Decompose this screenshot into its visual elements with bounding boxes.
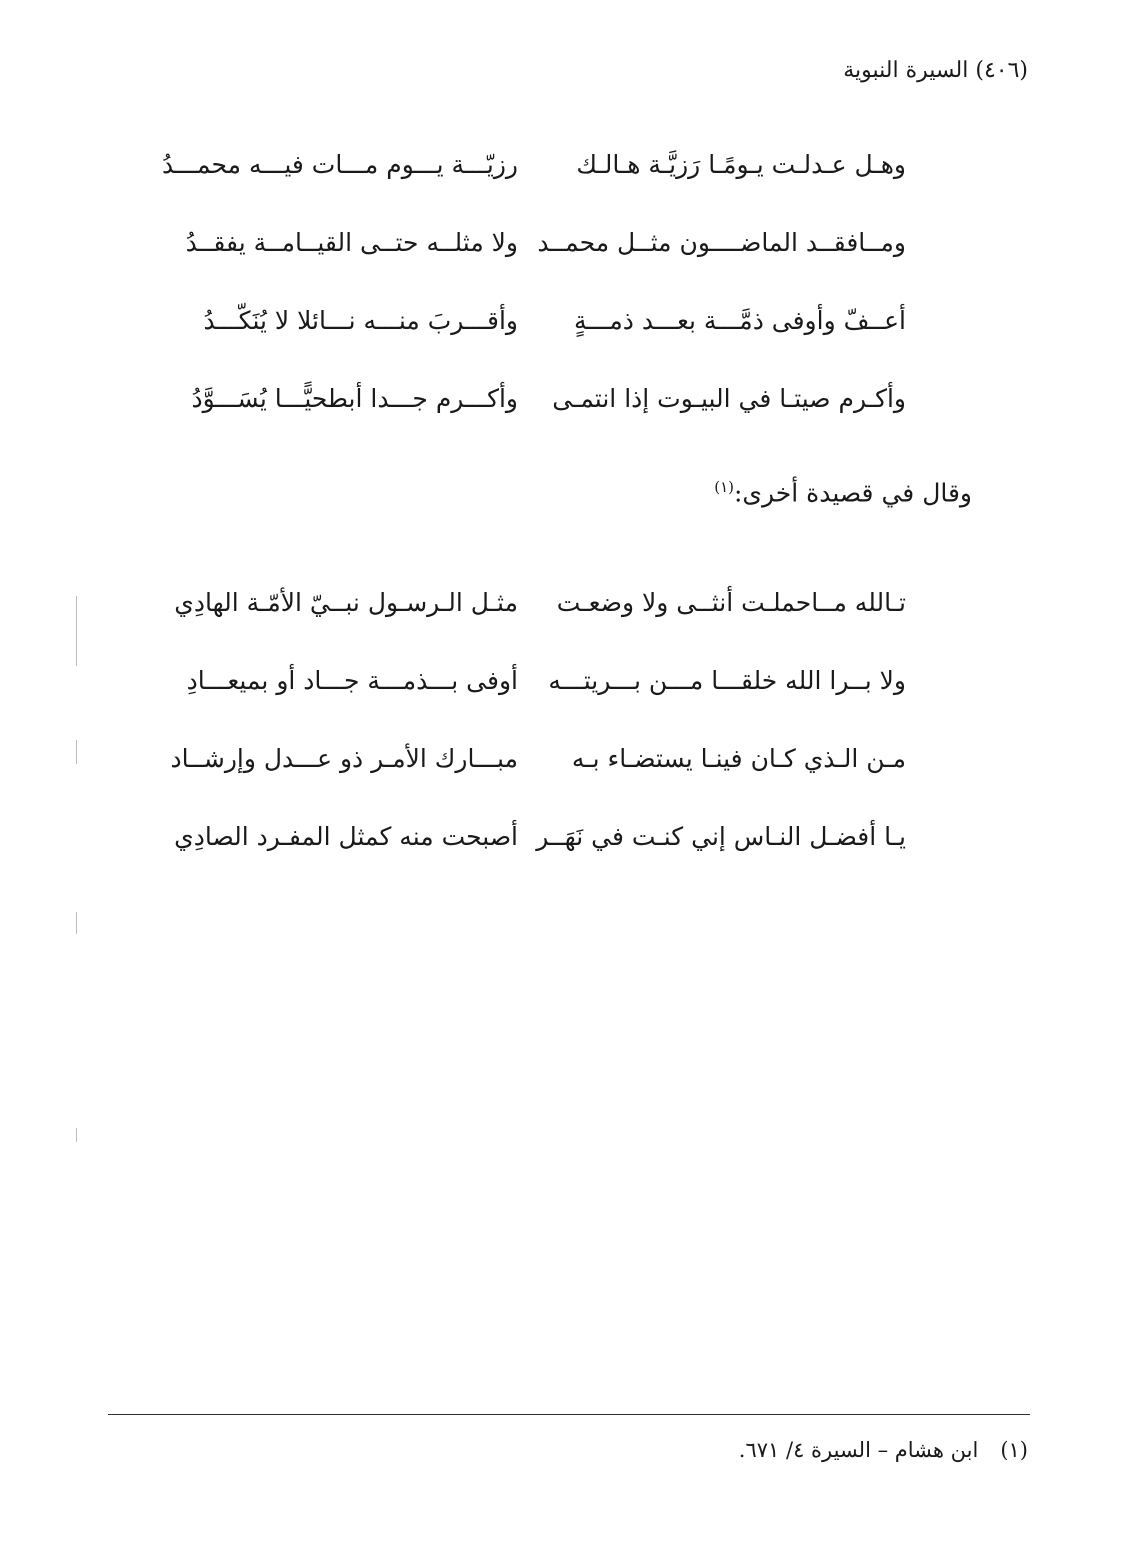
- running-header: (٤٠٦) السيرة النبوية: [843, 58, 1028, 83]
- verse-first-hemistich: يـا أفضـل النـاس إني كنـت في نَهَــر: [536, 822, 906, 851]
- scan-artifact: [76, 912, 77, 934]
- poem-intro: [714, 478, 972, 507]
- scan-artifact: [76, 740, 77, 764]
- verse-row: [0, 228, 1124, 272]
- verse-row: [0, 744, 1124, 788]
- verse-second-hemistich: أوفى بـــذمـــة جـــاد أو بميعـــادِ: [186, 666, 518, 695]
- footnote-reference: (١): [714, 478, 734, 496]
- verse-row: [0, 384, 1124, 428]
- verse-first-hemistich: ومــافقــد الماضــــون مثــل محمــد: [537, 228, 906, 257]
- verse-second-hemistich: وأقـــربَ منـــه نـــائلا لا يُنَكّـــدُ: [203, 306, 518, 335]
- verse-first-hemistich: مـن الـذي كـان فينـا يستضـاء بـه: [571, 744, 906, 773]
- verse-second-hemistich: وأكـــرم جـــدا أبطحيًّـــا يُسَـــوَّدُ: [191, 384, 518, 413]
- verse-first-hemistich: أعــفّ وأوفى ذمَّـــة بعـــد ذمـــةٍ: [574, 306, 906, 335]
- scan-artifact: [76, 1128, 77, 1142]
- verse-second-hemistich: ولا مثلــه حتــى القيــامــة يفقــدُ: [185, 228, 518, 257]
- footnote-text: ابن هشام – السيرة ٤/ ٦٧١.: [738, 1438, 979, 1462]
- verse-second-hemistich: أصبحت منه كمثل المفـرد الصادِي: [174, 822, 518, 851]
- verse-row: [0, 666, 1124, 710]
- footnote: [739, 1438, 1028, 1462]
- verse-first-hemistich: وأكـرم صيتـا في البيـوت إذا انتمـى: [552, 384, 906, 413]
- footnote-divider: [108, 1414, 1030, 1415]
- verse-first-hemistich: وهـل عـدلـت يـومًـا رَزيَّـة هـالـك: [576, 150, 906, 179]
- verse-row: [0, 822, 1124, 866]
- verse-second-hemistich: مبـــارك الأمـر ذو عـــدل وإرشــاد: [170, 744, 518, 773]
- verse-first-hemistich: تـالله مــاحملـت أنثــى ولا وضعـت: [556, 588, 906, 617]
- footnote-number: (١): [1000, 1438, 1028, 1462]
- verse-first-hemistich: ولا بــرا الله خلقـــا مـــن بـــريتـــه: [548, 666, 906, 695]
- verse-second-hemistich: رزيّـــة يـــوم مـــات فيـــه محمـــدُ: [161, 150, 518, 179]
- poem-intro-text: وقال في قصيدة أخرى:: [733, 478, 972, 508]
- verse-row: [0, 306, 1124, 350]
- verse-row: [0, 588, 1124, 632]
- verse-row: [0, 150, 1124, 194]
- scan-artifact: [76, 596, 77, 666]
- verse-second-hemistich: مثـل الـرسـول نبــيّ الأمّـة الهادِي: [174, 588, 518, 617]
